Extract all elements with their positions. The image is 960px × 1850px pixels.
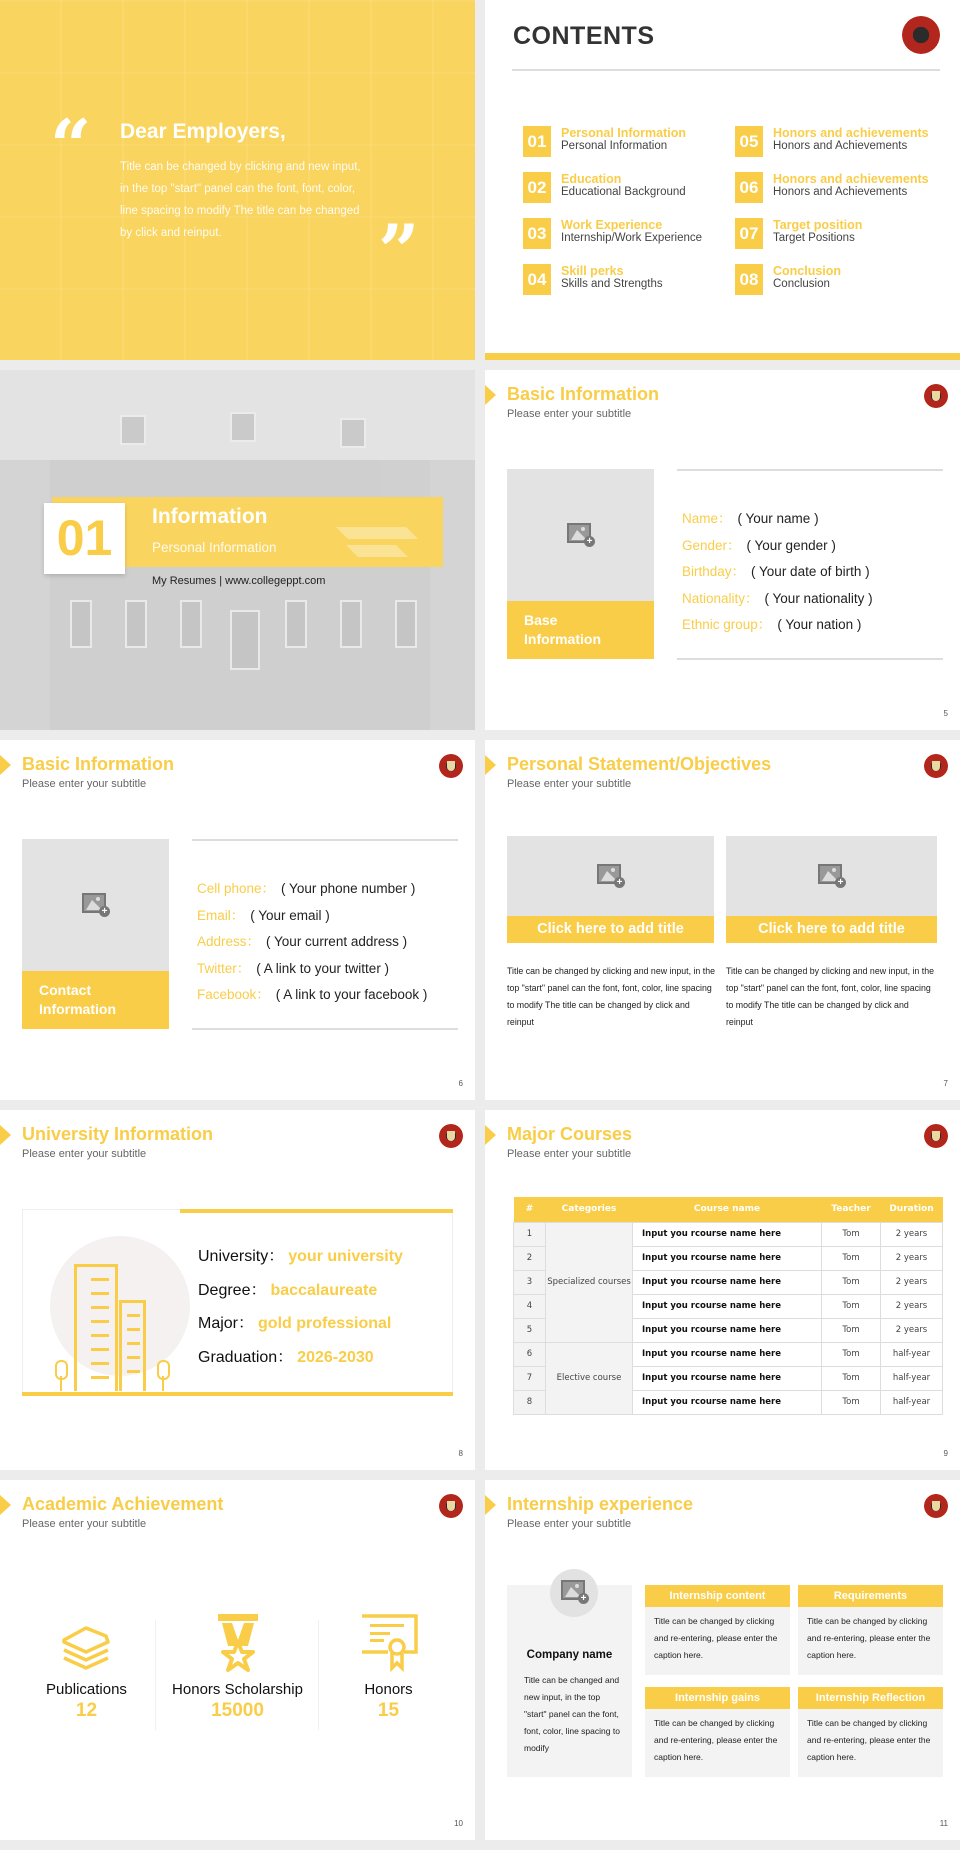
column-header-duration: Duration bbox=[881, 1197, 943, 1222]
close-quote-icon: ” bbox=[378, 208, 420, 293]
accent-bar bbox=[22, 1392, 453, 1396]
accent-bar bbox=[180, 1209, 453, 1213]
info-fields bbox=[682, 507, 873, 640]
box-title: Requirements bbox=[798, 1585, 943, 1607]
dormer-window bbox=[120, 415, 146, 445]
window-stripe bbox=[91, 1376, 109, 1379]
university-logo-icon bbox=[439, 1124, 463, 1148]
window-stripe bbox=[91, 1348, 109, 1351]
achievement-label: Publications bbox=[46, 1681, 127, 1698]
divider bbox=[512, 69, 940, 71]
divider bbox=[677, 658, 943, 660]
item-title: Honors and achievements bbox=[773, 126, 929, 140]
box-title: Internship content bbox=[645, 1585, 790, 1607]
header-arrow-icon bbox=[485, 1125, 496, 1145]
tree-icon bbox=[157, 1360, 169, 1391]
requirements-box bbox=[798, 1585, 943, 1675]
duration-cell[interactable]: 2 years bbox=[881, 1222, 943, 1246]
field-email[interactable]: Email： ( Your email ) bbox=[197, 907, 330, 923]
header-arrow-icon bbox=[485, 1495, 496, 1515]
window-stripe bbox=[91, 1334, 109, 1337]
page-number: 8 bbox=[458, 1449, 463, 1458]
category-cell[interactable]: Specialized courses bbox=[546, 1222, 633, 1342]
column-header-course-name: Course name bbox=[633, 1197, 822, 1222]
header-arrow-icon bbox=[485, 755, 496, 775]
field-degree[interactable]: Degree： baccalaureate bbox=[198, 1281, 378, 1299]
slide-title: Basic Information bbox=[507, 384, 660, 404]
contents-title: CONTENTS bbox=[513, 22, 655, 50]
page-number: 6 bbox=[458, 1079, 463, 1088]
achievement-label: Honors Scholarship bbox=[172, 1681, 303, 1698]
window-stripe bbox=[91, 1362, 109, 1365]
header-arrow-icon bbox=[0, 755, 11, 775]
decor-stripe bbox=[336, 527, 418, 539]
slide-basic-information[interactable] bbox=[485, 370, 960, 730]
window-stripe bbox=[127, 1370, 140, 1373]
courses-table bbox=[513, 1197, 943, 1415]
item-number: 01 bbox=[523, 126, 551, 157]
university-logo-icon bbox=[902, 16, 940, 54]
slide-subtitle: Please enter your subtitle bbox=[507, 408, 632, 420]
university-logo-icon bbox=[924, 754, 948, 778]
slide-contents[interactable] bbox=[485, 0, 960, 360]
field-major[interactable]: Major： gold professional bbox=[198, 1315, 392, 1332]
slide-internship-experience[interactable] bbox=[485, 1480, 960, 1840]
box-title: Internship gains bbox=[645, 1687, 790, 1709]
teacher-cell[interactable]: Tom bbox=[822, 1246, 881, 1270]
card-title[interactable]: Click here to add title bbox=[507, 916, 714, 943]
window-stripe bbox=[91, 1292, 109, 1295]
slide-university-information[interactable] bbox=[0, 1110, 475, 1470]
achievement-value: 12 bbox=[75, 1700, 98, 1721]
header-arrow-icon bbox=[485, 385, 496, 405]
teacher-cell[interactable]: Tom bbox=[822, 1318, 881, 1342]
teacher-cell[interactable]: Tom bbox=[822, 1366, 881, 1390]
contents-item-08[interactable] bbox=[735, 264, 935, 296]
box-text: Title can be changed by clicking and re-entering, please enter the caption here. bbox=[807, 1718, 931, 1762]
company-name: Company name bbox=[526, 1649, 613, 1661]
row-number: 7 bbox=[514, 1366, 546, 1390]
item-number: 07 bbox=[735, 218, 763, 249]
photo-placeholder[interactable] bbox=[22, 839, 169, 1029]
window bbox=[285, 600, 307, 648]
building-icon bbox=[74, 1264, 118, 1391]
item-number: 03 bbox=[523, 218, 551, 249]
section-subtitle: Personal Information bbox=[152, 540, 277, 555]
contents-item-01[interactable] bbox=[523, 126, 723, 158]
image-card-1[interactable] bbox=[507, 836, 714, 943]
page-number: 11 bbox=[939, 1819, 948, 1828]
window bbox=[180, 600, 202, 648]
column-header-number: # bbox=[514, 1197, 546, 1222]
category-cell[interactable]: Elective course bbox=[546, 1342, 633, 1414]
photo-placeholder[interactable] bbox=[507, 469, 654, 659]
achievement-value: 15000 bbox=[211, 1700, 264, 1721]
contents-item-06[interactable] bbox=[735, 172, 935, 204]
duration-cell[interactable]: 2 years bbox=[881, 1318, 943, 1342]
achievement-label: Honors bbox=[364, 1681, 413, 1698]
course-name-cell[interactable]: Input you rcourse name here bbox=[633, 1318, 822, 1342]
contents-item-04[interactable] bbox=[523, 264, 723, 296]
page-number: 10 bbox=[454, 1819, 463, 1828]
internship-gains-box bbox=[645, 1687, 790, 1777]
divider bbox=[192, 1028, 458, 1030]
window-stripe bbox=[91, 1278, 109, 1281]
tree-icon bbox=[55, 1360, 67, 1391]
achievement-value: 15 bbox=[377, 1700, 400, 1721]
item-number: 02 bbox=[523, 172, 551, 203]
contents-item-05[interactable] bbox=[735, 126, 935, 158]
contact-fields bbox=[197, 877, 427, 1010]
course-name-cell[interactable]: Input you rcourse name here bbox=[633, 1390, 822, 1414]
item-subtitle: Honors and Achievements bbox=[773, 140, 908, 152]
field-facebook[interactable]: Facebook： ( A link to your facebook ) bbox=[197, 987, 428, 1002]
open-quote-icon: “ bbox=[50, 103, 92, 188]
slide-subtitle: Please enter your subtitle bbox=[22, 1518, 147, 1530]
item-subtitle: Conclusion bbox=[773, 278, 830, 290]
window-stripe bbox=[91, 1306, 109, 1309]
dormer-window bbox=[340, 418, 366, 448]
slide-personal-statement[interactable] bbox=[485, 740, 960, 1100]
slide-title: Academic Achievement bbox=[22, 1494, 224, 1514]
course-name-cell[interactable]: Input you rcourse name here bbox=[633, 1366, 822, 1390]
item-subtitle: Personal Information bbox=[561, 140, 668, 152]
table-row bbox=[514, 1342, 943, 1366]
course-name-cell[interactable]: Input you rcourse name here bbox=[633, 1294, 822, 1318]
add-image-icon[interactable]: + bbox=[597, 864, 625, 888]
duration-cell[interactable]: 2 years bbox=[881, 1246, 943, 1270]
duration-cell[interactable]: 2 years bbox=[881, 1294, 943, 1318]
field-name[interactable]: Name： ( Your name ) bbox=[682, 511, 819, 526]
contents-item-02[interactable] bbox=[523, 172, 723, 204]
window-stripe bbox=[127, 1328, 140, 1331]
teacher-cell[interactable]: Tom bbox=[822, 1222, 881, 1246]
card-text-1: Title can be changed by clicking and new input, in the top "start" panel can the font, font, color, line spacing to modify The title can be changed by click and reinput bbox=[507, 966, 715, 1027]
item-number: 05 bbox=[735, 126, 763, 157]
item-subtitle: Internship/Work Experience bbox=[561, 232, 703, 244]
item-title: Conclusion bbox=[773, 264, 842, 278]
header-arrow-icon bbox=[0, 1125, 11, 1145]
slide-title: University Information bbox=[22, 1124, 214, 1144]
duration-cell[interactable]: half-year bbox=[881, 1390, 943, 1414]
divider bbox=[155, 1620, 156, 1730]
teacher-cell[interactable]: Tom bbox=[822, 1342, 881, 1366]
item-subtitle: Educational Background bbox=[561, 186, 686, 198]
teacher-cell[interactable]: Tom bbox=[822, 1390, 881, 1414]
card-title[interactable]: Click here to add title bbox=[726, 916, 937, 943]
row-number: 2 bbox=[514, 1246, 546, 1270]
item-title: Target position bbox=[773, 218, 863, 232]
course-name-cell[interactable]: Input you rcourse name here bbox=[633, 1222, 822, 1246]
duration-cell[interactable]: half-year bbox=[881, 1342, 943, 1366]
box-text: Title can be changed by clicking and re-entering, please enter the caption here. bbox=[807, 1616, 931, 1660]
window bbox=[340, 600, 362, 648]
university-logo-icon bbox=[924, 1124, 948, 1148]
section-number: 01 bbox=[44, 503, 125, 574]
slide-subtitle: Please enter your subtitle bbox=[22, 778, 147, 790]
box-text: Title can be changed by clicking and re-entering, please enter the caption here. bbox=[654, 1718, 778, 1762]
item-title: Education bbox=[561, 172, 622, 186]
teacher-cell[interactable]: Tom bbox=[822, 1294, 881, 1318]
item-subtitle: Skills and Strengths bbox=[561, 278, 663, 290]
header-arrow-icon bbox=[0, 1495, 11, 1515]
page-number: 7 bbox=[943, 1079, 948, 1088]
slide-title: Basic Information bbox=[22, 754, 175, 774]
box-title: Internship Reflection bbox=[798, 1687, 943, 1709]
cover-body: Title can be changed by clicking and new input, in the top "start" panel can the font, font, color, line spacing to modify The title can be changed by click and reinput. bbox=[120, 161, 361, 239]
slide-subtitle: Please enter your subtitle bbox=[22, 1148, 147, 1160]
slide-title: Major Courses bbox=[507, 1124, 633, 1144]
item-title: Work Experience bbox=[561, 218, 663, 232]
field-ethnic-group[interactable]: Ethnic group： ( Your nation ) bbox=[682, 617, 862, 632]
field-gender[interactable]: Gender： ( Your gender ) bbox=[682, 537, 836, 553]
duration-cell[interactable]: 2 years bbox=[881, 1270, 943, 1294]
contents-item-07[interactable] bbox=[735, 218, 935, 250]
door bbox=[230, 610, 260, 670]
window bbox=[70, 600, 92, 648]
course-name-cell[interactable]: Input you rcourse name here bbox=[633, 1270, 822, 1294]
slide-subtitle: Please enter your subtitle bbox=[507, 1518, 632, 1530]
university-logo-icon bbox=[439, 1494, 463, 1518]
divider bbox=[192, 839, 458, 841]
photo-caption: Contact Information bbox=[22, 971, 169, 1029]
slide-title: Personal Statement/Objectives bbox=[507, 754, 772, 774]
achievement-publications bbox=[14, 1600, 159, 1722]
add-image-icon[interactable]: + bbox=[818, 864, 846, 888]
slide-contact-information[interactable] bbox=[0, 740, 475, 1100]
contents-item-03[interactable] bbox=[523, 218, 723, 250]
box-text: Title can be changed by clicking and re-entering, please enter the caption here. bbox=[654, 1616, 778, 1660]
window-stripe bbox=[127, 1342, 140, 1345]
slide-section-01[interactable] bbox=[0, 370, 475, 730]
dormer-window bbox=[230, 412, 256, 442]
item-title: Personal Information bbox=[561, 126, 687, 140]
section-title: Information bbox=[152, 505, 268, 528]
window-stripe bbox=[91, 1320, 109, 1323]
field-nationality[interactable]: Nationality： ( Your nationality ) bbox=[682, 590, 873, 606]
duration-cell[interactable]: half-year bbox=[881, 1366, 943, 1390]
window bbox=[125, 600, 147, 648]
photo-caption: Base Information bbox=[507, 601, 654, 659]
item-number: 06 bbox=[735, 172, 763, 203]
course-name-cell[interactable]: Input you rcourse name here bbox=[633, 1342, 822, 1366]
slide-cover[interactable] bbox=[0, 0, 475, 360]
image-card-2[interactable] bbox=[726, 836, 937, 943]
row-number: 6 bbox=[514, 1342, 546, 1366]
row-number: 4 bbox=[514, 1294, 546, 1318]
medal-star-icon bbox=[165, 1600, 310, 1675]
section-footer: My Resumes | www.collegeppt.com bbox=[152, 575, 326, 587]
field-address[interactable]: Address： ( Your current address ) bbox=[197, 934, 408, 949]
university-fields bbox=[198, 1243, 403, 1377]
item-subtitle: Target Positions bbox=[773, 232, 855, 244]
slide-major-courses[interactable] bbox=[485, 1110, 960, 1470]
university-logo-icon bbox=[924, 384, 948, 408]
certificate-icon bbox=[316, 1600, 461, 1675]
row-number: 5 bbox=[514, 1318, 546, 1342]
item-title: Honors and achievements bbox=[773, 172, 929, 186]
slide-academic-achievement[interactable] bbox=[0, 1480, 475, 1840]
divider bbox=[677, 469, 943, 471]
slide-title: Internship experience bbox=[507, 1494, 694, 1514]
papers-stack-icon bbox=[14, 1600, 159, 1675]
achievement-honors bbox=[316, 1600, 461, 1722]
field-graduation[interactable]: Graduation： 2026-2030 bbox=[198, 1348, 374, 1366]
add-image-icon[interactable]: + bbox=[567, 523, 595, 547]
row-number: 8 bbox=[514, 1390, 546, 1414]
column-header-categories: Categories bbox=[546, 1197, 633, 1222]
slide-subtitle: Please enter your subtitle bbox=[507, 778, 632, 790]
window-stripe bbox=[127, 1356, 140, 1359]
window bbox=[395, 600, 417, 648]
card-text-2: Title can be changed by clicking and new input, in the top "start" panel can the font, font, color, line spacing to modify The title can be changed by click and reinput bbox=[726, 966, 934, 1027]
company-logo-placeholder[interactable] bbox=[550, 1569, 598, 1617]
table-row bbox=[514, 1222, 943, 1246]
cover-title: Dear Employers, bbox=[120, 120, 286, 143]
university-logo-icon bbox=[924, 1494, 948, 1518]
accent-bar bbox=[485, 353, 960, 360]
column-header-teacher: Teacher bbox=[822, 1197, 881, 1222]
window-stripe bbox=[127, 1314, 140, 1317]
item-title: Skill perks bbox=[561, 264, 624, 278]
page-number: 9 bbox=[943, 1449, 948, 1458]
slide-subtitle: Please enter your subtitle bbox=[507, 1148, 632, 1160]
field-cell-phone[interactable]: Cell phone： ( Your phone number ) bbox=[197, 881, 416, 896]
item-number: 04 bbox=[523, 264, 551, 295]
teacher-cell[interactable]: Tom bbox=[822, 1270, 881, 1294]
field-university[interactable]: University： your university bbox=[198, 1248, 403, 1265]
item-subtitle: Honors and Achievements bbox=[773, 186, 908, 198]
add-image-icon[interactable]: + bbox=[561, 1580, 589, 1604]
table-header-row bbox=[514, 1197, 943, 1222]
item-number: 08 bbox=[735, 264, 763, 295]
internship-reflection-box bbox=[798, 1687, 943, 1777]
company-description: Title can be changed and new input, in the top "start" panel can the font, font, color, line spacing to modify bbox=[524, 1675, 620, 1753]
page-number: 5 bbox=[943, 709, 948, 718]
achievement-scholarship bbox=[165, 1600, 310, 1722]
decor-stripe bbox=[346, 545, 408, 557]
course-name-cell[interactable]: Input you rcourse name here bbox=[633, 1246, 822, 1270]
university-logo-icon bbox=[439, 754, 463, 778]
field-twitter[interactable]: Twitter： ( A link to your twitter ) bbox=[197, 960, 390, 976]
internship-content-box bbox=[645, 1585, 790, 1675]
row-number: 3 bbox=[514, 1270, 546, 1294]
field-birthday[interactable]: Birthday： ( Your date of birth ) bbox=[682, 564, 870, 579]
row-number: 1 bbox=[514, 1222, 546, 1246]
add-image-icon[interactable]: + bbox=[82, 893, 110, 917]
